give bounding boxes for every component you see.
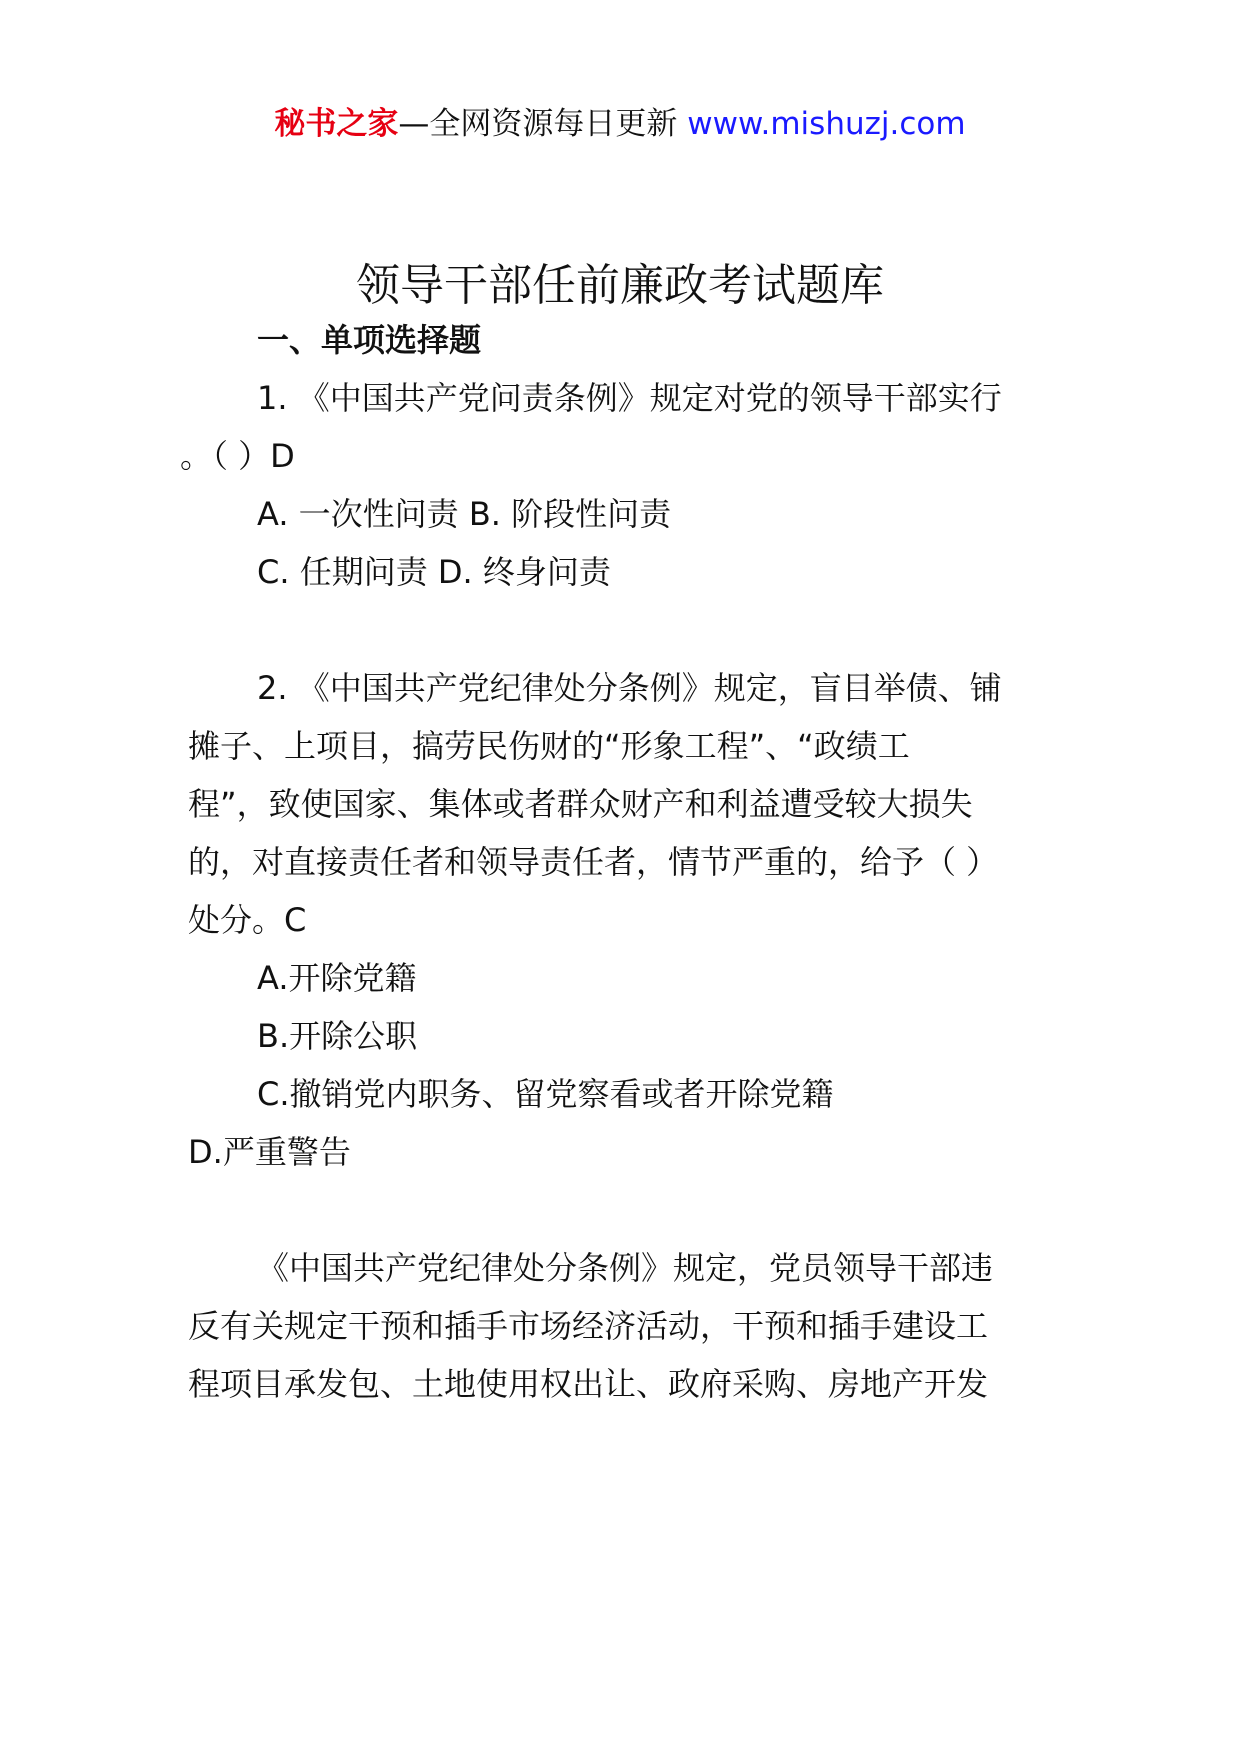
q2-option-a: A.开除党籍 xyxy=(257,959,417,997)
q1-line-2: 。（ ）D xyxy=(180,437,295,475)
q3-line-2: 反有关规定干预和插手市场经济活动，干预和插手建设工 xyxy=(188,1307,989,1345)
q3-line-1: 《中国共产党纪律处分条例》规定，党员领导干部违 xyxy=(257,1249,994,1287)
header-slogan: —全网资源每日更新 xyxy=(398,106,678,142)
q2-option-d: D.严重警告 xyxy=(188,1133,351,1171)
q1-options-cd: C. 任期问责 D. 终身问责 xyxy=(257,553,611,591)
q1-line-1: 1. 《中国共产党问责条例》规定对党的领导干部实行 xyxy=(257,379,1002,417)
q2-line-4: 的，对直接责任者和领导责任者，情节严重的，给予（ ） xyxy=(188,843,999,881)
q2-option-c: C.撤销党内职务、留党察看或者开除党籍 xyxy=(257,1075,834,1113)
q2-line-2: 摊子、上项目，搞劳民伤财的“形象工程”、“政绩工 xyxy=(188,727,910,765)
q1-options-ab: A. 一次性问责 B. 阶段性问责 xyxy=(257,495,672,533)
section-heading: 一、单项选择题 xyxy=(257,321,482,359)
q2-line-1: 2. 《中国共产党纪律处分条例》规定，盲目举债、铺 xyxy=(257,669,1002,707)
site-url-link[interactable]: www.mishuzj.com xyxy=(687,106,966,142)
q2-line-5: 处分。C xyxy=(188,901,307,939)
q2-option-b: B.开除公职 xyxy=(257,1017,418,1055)
document-title: 领导干部任前廉政考试题库 xyxy=(356,260,884,311)
brand-name: 秘书之家 xyxy=(274,106,399,142)
site-header xyxy=(0,102,1240,146)
q3-line-3: 程项目承发包、土地使用权出让、政府采购、房地产开发 xyxy=(188,1365,989,1403)
q2-line-3: 程”，致使国家、集体或者群众财产和利益遭受较大损失 xyxy=(188,785,973,823)
